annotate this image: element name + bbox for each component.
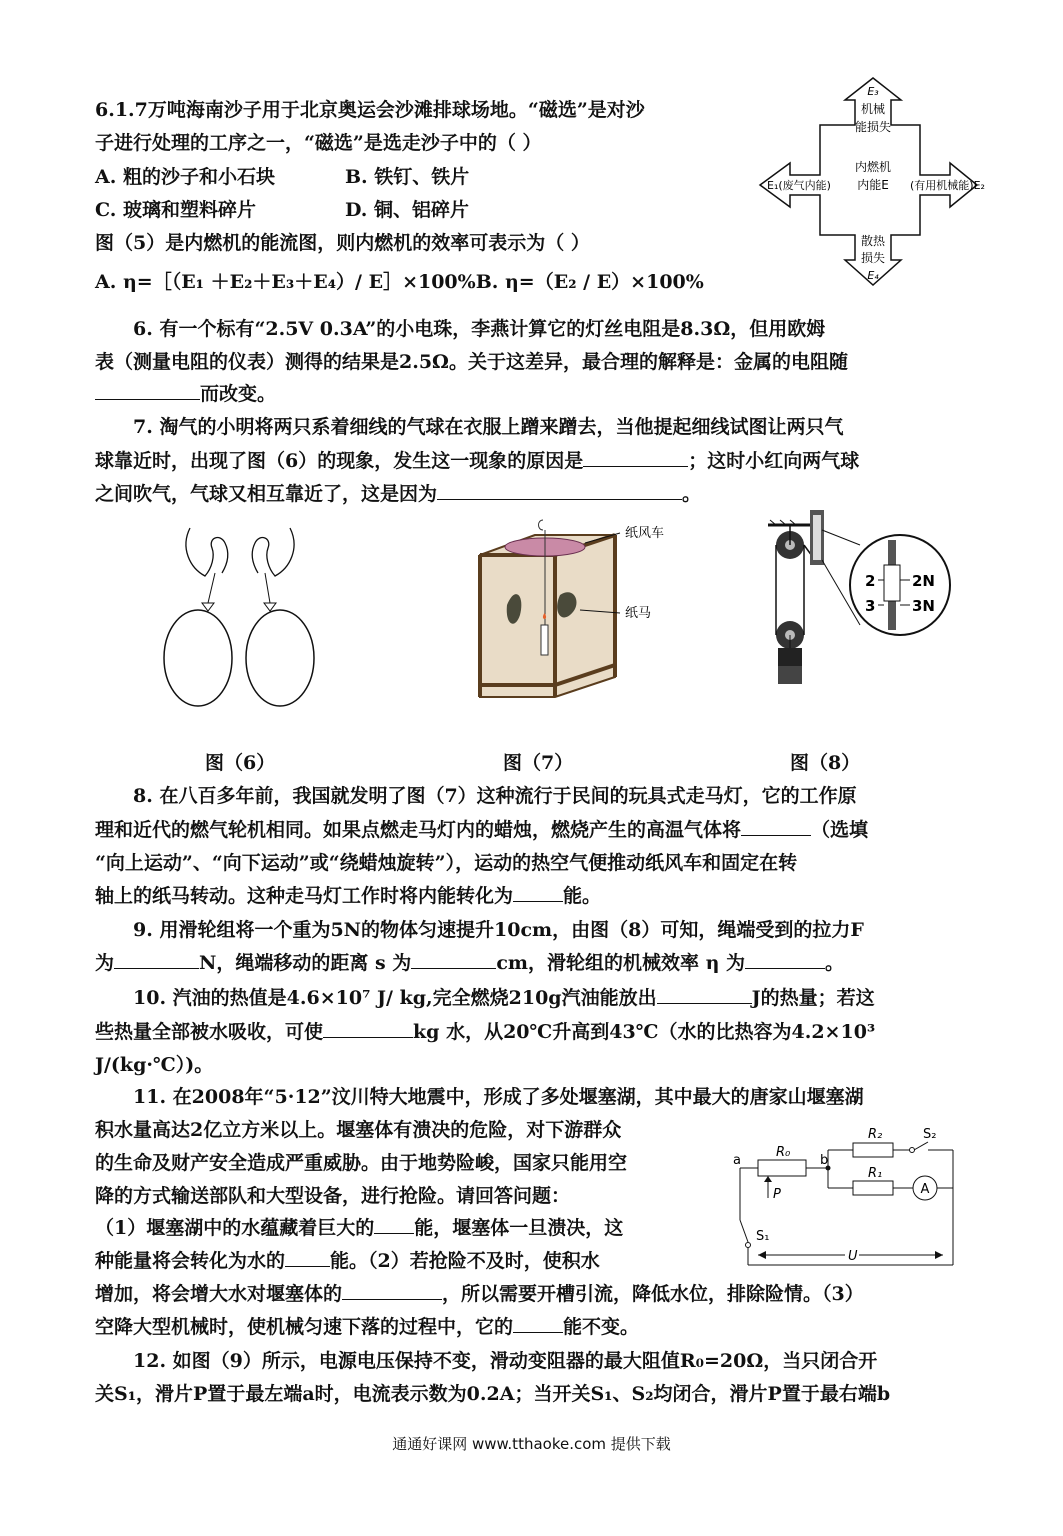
energy-flow-diagram <box>755 75 1010 290</box>
q6a-line6: A. η=［（E₁ ＋E₂＋E₃＋E₄）/ E］×100%B. η=（E₂ / E）×100% <box>95 271 704 293</box>
q11-line6 <box>95 1248 600 1274</box>
q8-line4b: 能。 <box>563 885 602 907</box>
footer-text: 通通好课网 www.tthaoke.com 提供下载 <box>392 1435 671 1453</box>
fig9-R2: R₂ <box>868 1127 883 1142</box>
q7-blank1[interactable] <box>583 448 688 467</box>
q9-line1: 9. 用滑轮组将一个重为5N的物体匀速提升10cm，由图（8）可知，绳端受到的拉力F <box>133 919 864 941</box>
fig8-tick3: 3 <box>865 597 876 615</box>
q6-line3: 而改变。 <box>200 383 277 405</box>
q10-line1 <box>133 985 875 1011</box>
q11-line6b: 能。（2）若抢险不及时，使积水 <box>330 1250 600 1272</box>
q11-line5a: （1）堰塞湖中的水蕴藏着巨大的 <box>95 1217 375 1239</box>
q9-line2 <box>95 950 844 976</box>
caption-fig7: 图（7） <box>503 752 574 774</box>
lantern-figure <box>465 515 695 705</box>
fig8-tick2n: 2N <box>912 572 935 590</box>
q12-line1: 12. 如图（9）所示，电源电压保持不变，滑动变阻器的最大阻值R₀=20Ω，当只闭合开 <box>133 1350 878 1372</box>
q12-line2: 关S₁，滑片P置于最左端a时，电流表示数为0.2A；当开关S₁、S₂均闭合，滑片P置于最右端b <box>95 1383 891 1405</box>
q11-line8 <box>95 1314 639 1340</box>
q11-blank1[interactable] <box>374 1215 414 1234</box>
q7-line3b: 。 <box>682 483 702 505</box>
q7-line3 <box>95 481 701 507</box>
fig9-U: U <box>848 1249 858 1264</box>
q6a-line5: 图（5）是内燃机的能流图，则内燃机的效率可表示为（ ） <box>95 232 590 254</box>
q11-line2: 积水量高达2亿立方米以上。堰塞体有溃决的危险，对下游群众 <box>95 1119 622 1141</box>
q7-line2a: 球靠近时，出现了图（6）的现象，发生这一现象的原因是 <box>95 450 584 472</box>
q8-blank1[interactable] <box>741 817 811 836</box>
q6-answer-blank[interactable] <box>95 381 200 400</box>
q11-line7b: ，所以需要开槽引流，降低水位，排除险情。（3） <box>442 1283 864 1305</box>
q11-line7 <box>95 1281 864 1307</box>
q9-blank-force[interactable] <box>114 950 199 969</box>
fig9-b: b <box>820 1153 829 1168</box>
q9-line2c: cm，滑轮组的机械效率 η 为 <box>496 952 746 974</box>
q11-line5b: 能，堰塞体一旦溃决，这 <box>414 1217 624 1239</box>
fig9-a: a <box>733 1153 741 1168</box>
q7-line2b: ；这时小红向两气球 <box>688 450 860 472</box>
q9-blank-distance[interactable] <box>411 950 496 969</box>
fig5-bottom3: E₄ <box>867 269 879 282</box>
q11-line7a: 增加，将会增大水对堰塞体的 <box>95 1283 343 1305</box>
q6a-option-a: A. 粗的沙子和小石块 <box>95 166 275 188</box>
fig9-S1: S₁ <box>756 1229 770 1244</box>
fig8-tick2: 2 <box>865 572 876 590</box>
q9-line2d: 。 <box>825 952 845 974</box>
q11-line6a: 种能量将会转化为水的 <box>95 1250 286 1272</box>
q10-blank-mass[interactable] <box>323 1019 413 1038</box>
q11-blank3[interactable] <box>342 1281 442 1300</box>
fig5-top2: 机械 <box>860 102 886 116</box>
q6a-line1: 6.1.7万吨海南沙子用于北京奥运会沙滩排球场地。“磁选”是对沙 <box>95 99 645 121</box>
ammeter-label: A <box>920 1182 930 1197</box>
q6a-option-d: D. 铜、铝碎片 <box>345 199 470 221</box>
q7-line2 <box>95 448 859 474</box>
balloons-figure <box>150 518 340 718</box>
q11-line8a: 空降大型机械时，使机械匀速下落的过程中，它的 <box>95 1316 514 1338</box>
pulley-figure <box>760 500 990 705</box>
fig9-R0: R₀ <box>776 1145 791 1160</box>
q9-line2b: N，绳端移动的距离 s 为 <box>199 952 412 974</box>
q7-blank2[interactable] <box>437 481 682 500</box>
fig5-bottom1: 散热 <box>860 234 886 248</box>
fig7-label-paperhorse: 纸马 <box>625 606 652 621</box>
q6-line2: 表（测量电阻的仪表）测得的结果是2.5Ω。关于这差异，最合理的解释是：金属的电阻随 <box>95 351 848 373</box>
q10-line3: J/(kg·℃）)。 <box>95 1054 214 1076</box>
fig5-left: E₁(废气内能) <box>767 179 831 192</box>
fig5-right: (有用机械能)E₂ <box>910 179 985 192</box>
q10-line1b: J的热量；若这 <box>751 987 875 1009</box>
q8-line4a: 轴上的纸马转动。这种走马灯工作时将内能转化为 <box>95 885 514 907</box>
q8-line1: 8. 在八百多年前，我国就发明了图（7）这种流行于民间的玩具式走马灯，它的工作原 <box>133 785 857 807</box>
q10-line2 <box>95 1019 875 1045</box>
q10-blank-heat[interactable] <box>657 985 752 1004</box>
q6-line1: 6. 有一个标有“2.5V 0.3A”的小电珠，李燕计算它的灯丝电阻是8.3Ω，但用欧姆 <box>133 318 826 340</box>
fig7-label-pinwheel: 纸风车 <box>625 526 665 541</box>
q6-line3-wrap <box>95 381 276 407</box>
q6a-option-c: C. 玻璃和塑料碎片 <box>95 199 257 221</box>
fig5-center1: 内燃机 <box>854 160 892 174</box>
circuit-diagram <box>728 1120 973 1280</box>
fig9-P: P <box>773 1187 781 1202</box>
q7-line3a: 之间吹气，气球又相互靠近了，这是因为 <box>95 483 438 505</box>
q11-blank2[interactable] <box>285 1248 330 1267</box>
q11-blank4[interactable] <box>513 1314 563 1333</box>
caption-fig6: 图（6） <box>205 752 276 774</box>
q9-blank-efficiency[interactable] <box>745 950 825 969</box>
q9-line2a: 为 <box>95 952 115 974</box>
q8-line2a: 理和近代的燃气轮机相同。如果点燃走马灯内的蜡烛，燃烧产生的高温气体将 <box>95 819 742 841</box>
q8-line3: “向上运动”、“向下运动”或“绕蜡烛旋转”），运动的热空气便推动纸风车和固定在转 <box>95 852 798 874</box>
q11-line3: 的生命及财产安全造成严重威胁。由于地势险峻，国家只能用空 <box>95 1152 628 1174</box>
fig8-tick3n: 3N <box>912 597 935 615</box>
fig5-top1: E₃ <box>867 85 879 98</box>
fig5-top3: 能损失 <box>854 120 892 134</box>
q10-line1a: 10. 汽油的热值是4.6×10⁷ J/ kg,完全燃烧210g汽油能放出 <box>133 987 657 1009</box>
q8-line4 <box>95 883 601 909</box>
q11-line1: 11. 在2008年“5·12”汶川特大地震中，形成了多处堰塞湖，其中最大的唐家山堰塞湖 <box>133 1086 864 1108</box>
q6a-option-b: B. 铁钉、铁片 <box>345 166 470 188</box>
fig9-R1: R₁ <box>868 1166 883 1181</box>
q8-blank2[interactable] <box>513 883 563 902</box>
q10-line2a: 些热量全部被水吸收，可使 <box>95 1021 324 1043</box>
q7-line1: 7. 淘气的小明将两只系着细线的气球在衣服上蹭来蹭去，当他提起细线试图让两只气 <box>133 416 844 438</box>
q10-line2b: kg 水，从20℃升高到43℃（水的比热容为4.2×10³ <box>413 1021 876 1043</box>
q11-line4: 降的方式输送部队和大型设备，进行抢险。请回答问题： <box>95 1185 571 1207</box>
caption-fig8: 图（8） <box>790 752 861 774</box>
q6a-line2: 子进行处理的工序之一，“磁选”是选走沙子中的（ ） <box>95 132 542 154</box>
fig5-bottom2: 损失 <box>860 251 886 265</box>
q11-line5 <box>95 1215 623 1241</box>
fig9-S2: S₂ <box>923 1127 937 1142</box>
q8-line2b: （选填 <box>811 819 869 841</box>
q11-line8b: 能不变。 <box>563 1316 640 1338</box>
fig5-center2: 内能E <box>857 178 889 192</box>
q8-line2 <box>95 817 868 843</box>
